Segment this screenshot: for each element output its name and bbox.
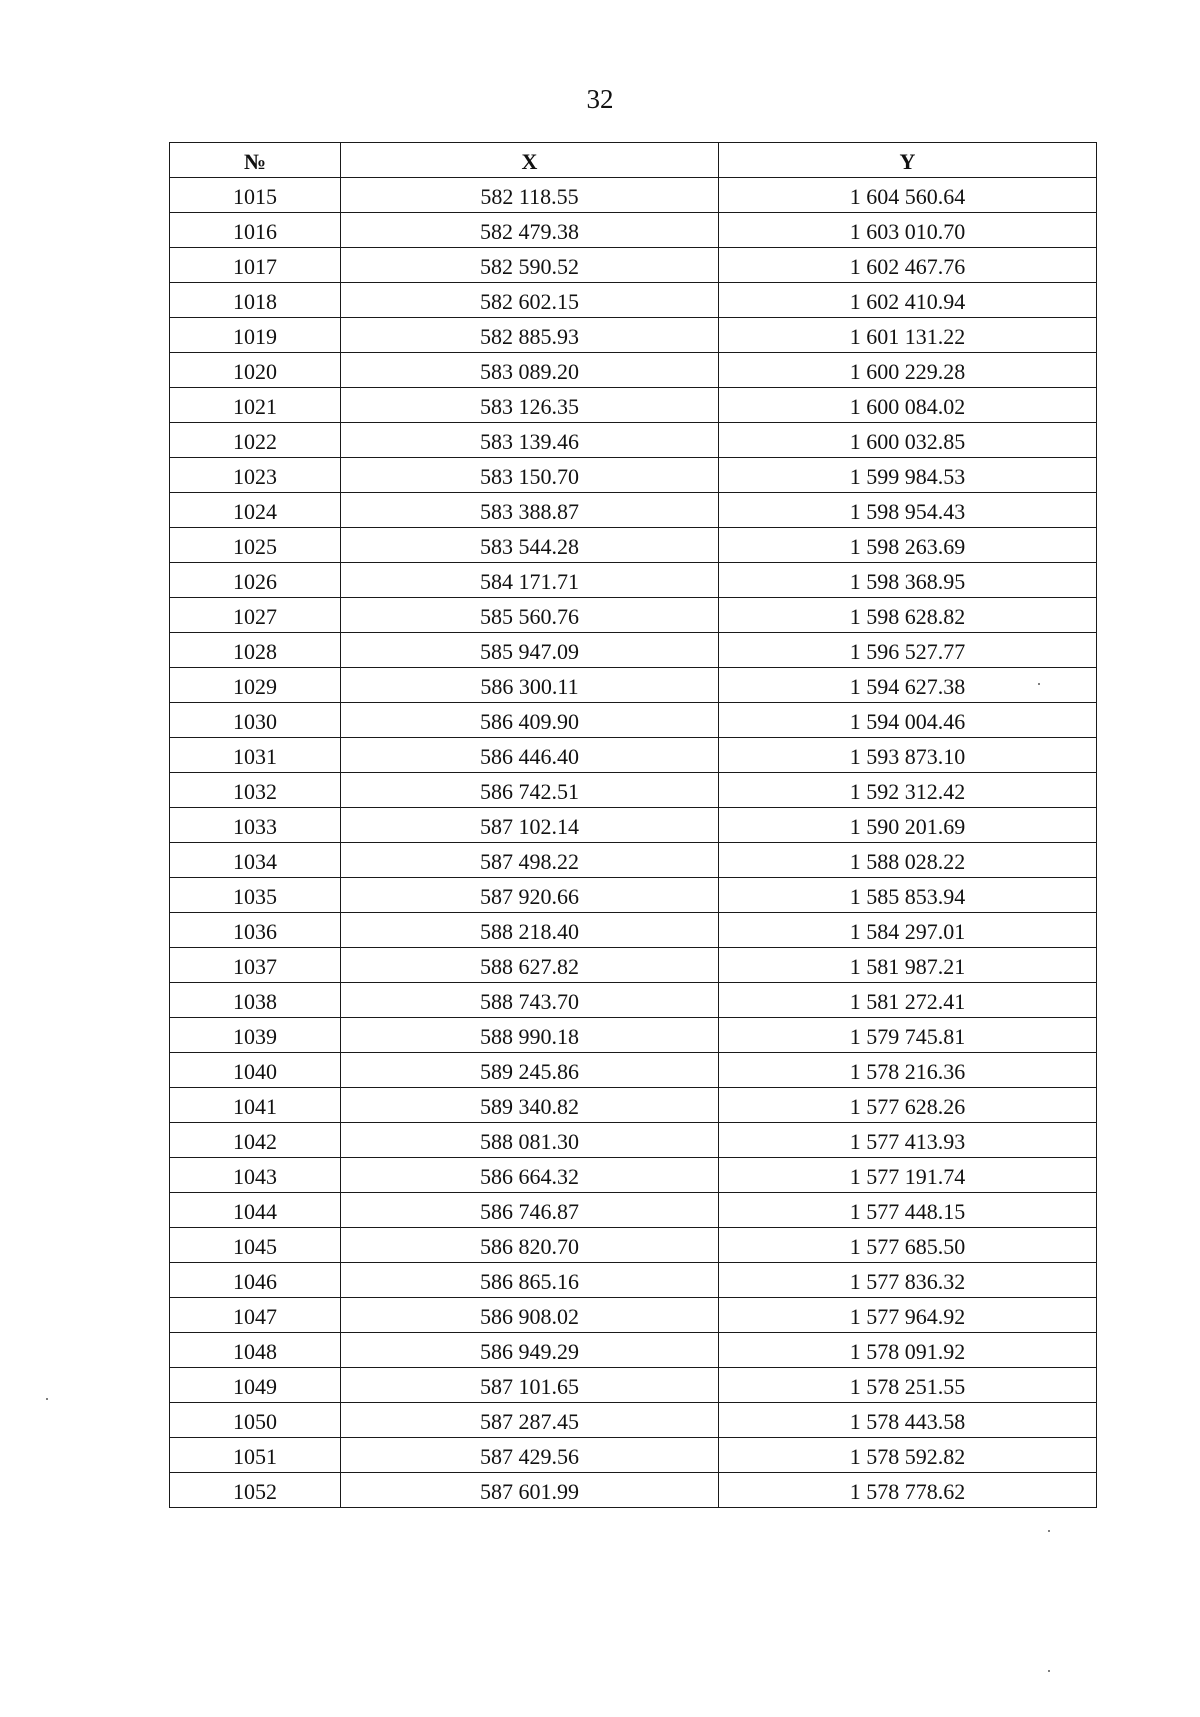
x-coordinate-cell: 582 118.55 (341, 178, 719, 213)
row-number-cell: 1016 (170, 213, 341, 248)
table-row (170, 1053, 1097, 1088)
x-coordinate-cell: 588 743.70 (341, 983, 719, 1018)
table-row (170, 808, 1097, 843)
x-coordinate-cell: 588 081.30 (341, 1123, 719, 1158)
row-number-cell: 1023 (170, 458, 341, 493)
y-coordinate-cell: 1 602 410.94 (719, 283, 1097, 318)
y-coordinate-cell: 1 577 964.92 (719, 1298, 1097, 1333)
scan-speck (1048, 1530, 1050, 1532)
table-row (170, 1158, 1097, 1193)
y-coordinate-cell: 1 602 467.76 (719, 248, 1097, 283)
y-coordinate-cell: 1 577 628.26 (719, 1088, 1097, 1123)
row-number-cell: 1029 (170, 668, 341, 703)
table-row (170, 388, 1097, 423)
x-coordinate-cell: 589 340.82 (341, 1088, 719, 1123)
row-number-cell: 1020 (170, 353, 341, 388)
x-coordinate-cell: 586 865.16 (341, 1263, 719, 1298)
table-row (170, 1193, 1097, 1228)
row-number-cell: 1048 (170, 1333, 341, 1368)
x-coordinate-cell: 585 560.76 (341, 598, 719, 633)
y-coordinate-cell: 1 593 873.10 (719, 738, 1097, 773)
x-coordinate-cell: 587 601.99 (341, 1473, 719, 1508)
y-coordinate-cell: 1 584 297.01 (719, 913, 1097, 948)
row-number-cell: 1019 (170, 318, 341, 353)
table-row (170, 1368, 1097, 1403)
row-number-cell: 1025 (170, 528, 341, 563)
row-number-cell: 1015 (170, 178, 341, 213)
row-number-cell: 1040 (170, 1053, 341, 1088)
y-coordinate-cell: 1 596 527.77 (719, 633, 1097, 668)
y-coordinate-cell: 1 599 984.53 (719, 458, 1097, 493)
y-coordinate-cell: 1 578 216.36 (719, 1053, 1097, 1088)
y-coordinate-cell: 1 604 560.64 (719, 178, 1097, 213)
table-row (170, 913, 1097, 948)
table-row (170, 1123, 1097, 1158)
row-number-cell: 1030 (170, 703, 341, 738)
y-coordinate-cell: 1 598 368.95 (719, 563, 1097, 598)
table-row (170, 493, 1097, 528)
scan-speck (1048, 1670, 1050, 1672)
table-row (170, 318, 1097, 353)
x-coordinate-cell: 583 126.35 (341, 388, 719, 423)
table-row (170, 1333, 1097, 1368)
table-row (170, 1403, 1097, 1438)
y-coordinate-cell: 1 581 272.41 (719, 983, 1097, 1018)
row-number-cell: 1046 (170, 1263, 341, 1298)
row-number-cell: 1044 (170, 1193, 341, 1228)
table-row (170, 983, 1097, 1018)
row-number-cell: 1022 (170, 423, 341, 458)
row-number-cell: 1043 (170, 1158, 341, 1193)
row-number-cell: 1026 (170, 563, 341, 598)
row-number-cell: 1017 (170, 248, 341, 283)
x-coordinate-cell: 587 429.56 (341, 1438, 719, 1473)
y-coordinate-cell: 1 577 685.50 (719, 1228, 1097, 1263)
y-coordinate-cell: 1 581 987.21 (719, 948, 1097, 983)
x-coordinate-cell: 588 627.82 (341, 948, 719, 983)
row-number-cell: 1032 (170, 773, 341, 808)
x-coordinate-cell: 587 102.14 (341, 808, 719, 843)
table-row (170, 948, 1097, 983)
x-coordinate-cell: 588 218.40 (341, 913, 719, 948)
x-coordinate-cell: 586 820.70 (341, 1228, 719, 1263)
y-coordinate-cell: 1 577 191.74 (719, 1158, 1097, 1193)
row-number-cell: 1038 (170, 983, 341, 1018)
y-coordinate-cell: 1 578 778.62 (719, 1473, 1097, 1508)
table-body (170, 178, 1097, 1508)
row-number-cell: 1021 (170, 388, 341, 423)
x-coordinate-cell: 582 590.52 (341, 248, 719, 283)
x-coordinate-cell: 586 446.40 (341, 738, 719, 773)
y-coordinate-cell: 1 578 592.82 (719, 1438, 1097, 1473)
x-coordinate-cell: 587 287.45 (341, 1403, 719, 1438)
row-number-cell: 1042 (170, 1123, 341, 1158)
y-coordinate-cell: 1 598 263.69 (719, 528, 1097, 563)
row-number-cell: 1039 (170, 1018, 341, 1053)
x-coordinate-cell: 583 089.20 (341, 353, 719, 388)
row-number-cell: 1027 (170, 598, 341, 633)
table-row (170, 563, 1097, 598)
x-coordinate-cell: 583 544.28 (341, 528, 719, 563)
table-row (170, 1438, 1097, 1473)
y-coordinate-cell: 1 600 084.02 (719, 388, 1097, 423)
x-coordinate-cell: 583 150.70 (341, 458, 719, 493)
row-number-cell: 1035 (170, 878, 341, 913)
table-row (170, 668, 1097, 703)
table-row (170, 773, 1097, 808)
row-number-cell: 1033 (170, 808, 341, 843)
table-row (170, 1088, 1097, 1123)
x-coordinate-cell: 586 300.11 (341, 668, 719, 703)
row-number-cell: 1050 (170, 1403, 341, 1438)
table-row (170, 178, 1097, 213)
y-coordinate-cell: 1 603 010.70 (719, 213, 1097, 248)
table-row (170, 283, 1097, 318)
table-row (170, 423, 1097, 458)
y-coordinate-cell: 1 594 627.38 (719, 668, 1097, 703)
x-coordinate-cell: 582 885.93 (341, 318, 719, 353)
x-coordinate-cell: 585 947.09 (341, 633, 719, 668)
table-row (170, 213, 1097, 248)
y-coordinate-cell: 1 588 028.22 (719, 843, 1097, 878)
y-coordinate-cell: 1 578 251.55 (719, 1368, 1097, 1403)
y-coordinate-cell: 1 598 954.43 (719, 493, 1097, 528)
scan-speck (1038, 683, 1040, 685)
row-number-cell: 1037 (170, 948, 341, 983)
y-coordinate-cell: 1 577 448.15 (719, 1193, 1097, 1228)
x-coordinate-cell: 587 920.66 (341, 878, 719, 913)
row-number-cell: 1051 (170, 1438, 341, 1473)
header-number: № (170, 143, 341, 178)
coordinates-table (169, 142, 1097, 1508)
x-coordinate-cell: 588 990.18 (341, 1018, 719, 1053)
x-coordinate-cell: 587 498.22 (341, 843, 719, 878)
table-row (170, 1018, 1097, 1053)
x-coordinate-cell: 584 171.71 (341, 563, 719, 598)
y-coordinate-cell: 1 578 443.58 (719, 1403, 1097, 1438)
y-coordinate-cell: 1 598 628.82 (719, 598, 1097, 633)
y-coordinate-cell: 1 601 131.22 (719, 318, 1097, 353)
table-row (170, 1228, 1097, 1263)
header-y: Y (719, 143, 1097, 178)
row-number-cell: 1052 (170, 1473, 341, 1508)
row-number-cell: 1047 (170, 1298, 341, 1333)
row-number-cell: 1045 (170, 1228, 341, 1263)
row-number-cell: 1024 (170, 493, 341, 528)
page-number: 32 (586, 84, 614, 114)
x-coordinate-cell: 586 908.02 (341, 1298, 719, 1333)
scan-speck (46, 1398, 48, 1400)
x-coordinate-cell: 583 388.87 (341, 493, 719, 528)
table-row (170, 1263, 1097, 1298)
row-number-cell: 1049 (170, 1368, 341, 1403)
table-row (170, 703, 1097, 738)
table-row (170, 633, 1097, 668)
x-coordinate-cell: 582 602.15 (341, 283, 719, 318)
y-coordinate-cell: 1 585 853.94 (719, 878, 1097, 913)
x-coordinate-cell: 586 746.87 (341, 1193, 719, 1228)
table-row (170, 1298, 1097, 1333)
header-x: X (341, 143, 719, 178)
table-row (170, 738, 1097, 773)
table-row (170, 458, 1097, 493)
table-row (170, 528, 1097, 563)
row-number-cell: 1041 (170, 1088, 341, 1123)
row-number-cell: 1028 (170, 633, 341, 668)
table-row (170, 843, 1097, 878)
y-coordinate-cell: 1 579 745.81 (719, 1018, 1097, 1053)
y-coordinate-cell: 1 600 229.28 (719, 353, 1097, 388)
y-coordinate-cell: 1 578 091.92 (719, 1333, 1097, 1368)
row-number-cell: 1018 (170, 283, 341, 318)
y-coordinate-cell: 1 590 201.69 (719, 808, 1097, 843)
y-coordinate-cell: 1 577 836.32 (719, 1263, 1097, 1298)
y-coordinate-cell: 1 600 032.85 (719, 423, 1097, 458)
x-coordinate-cell: 582 479.38 (341, 213, 719, 248)
row-number-cell: 1034 (170, 843, 341, 878)
x-coordinate-cell: 589 245.86 (341, 1053, 719, 1088)
x-coordinate-cell: 586 742.51 (341, 773, 719, 808)
x-coordinate-cell: 586 949.29 (341, 1333, 719, 1368)
row-number-cell: 1031 (170, 738, 341, 773)
row-number-cell: 1036 (170, 913, 341, 948)
table-row (170, 248, 1097, 283)
x-coordinate-cell: 583 139.46 (341, 423, 719, 458)
y-coordinate-cell: 1 594 004.46 (719, 703, 1097, 738)
x-coordinate-cell: 587 101.65 (341, 1368, 719, 1403)
y-coordinate-cell: 1 592 312.42 (719, 773, 1097, 808)
table-row (170, 353, 1097, 388)
table-row (170, 878, 1097, 913)
y-coordinate-cell: 1 577 413.93 (719, 1123, 1097, 1158)
x-coordinate-cell: 586 409.90 (341, 703, 719, 738)
table-header-row (170, 143, 1097, 178)
table-row (170, 1473, 1097, 1508)
table-row (170, 598, 1097, 633)
x-coordinate-cell: 586 664.32 (341, 1158, 719, 1193)
